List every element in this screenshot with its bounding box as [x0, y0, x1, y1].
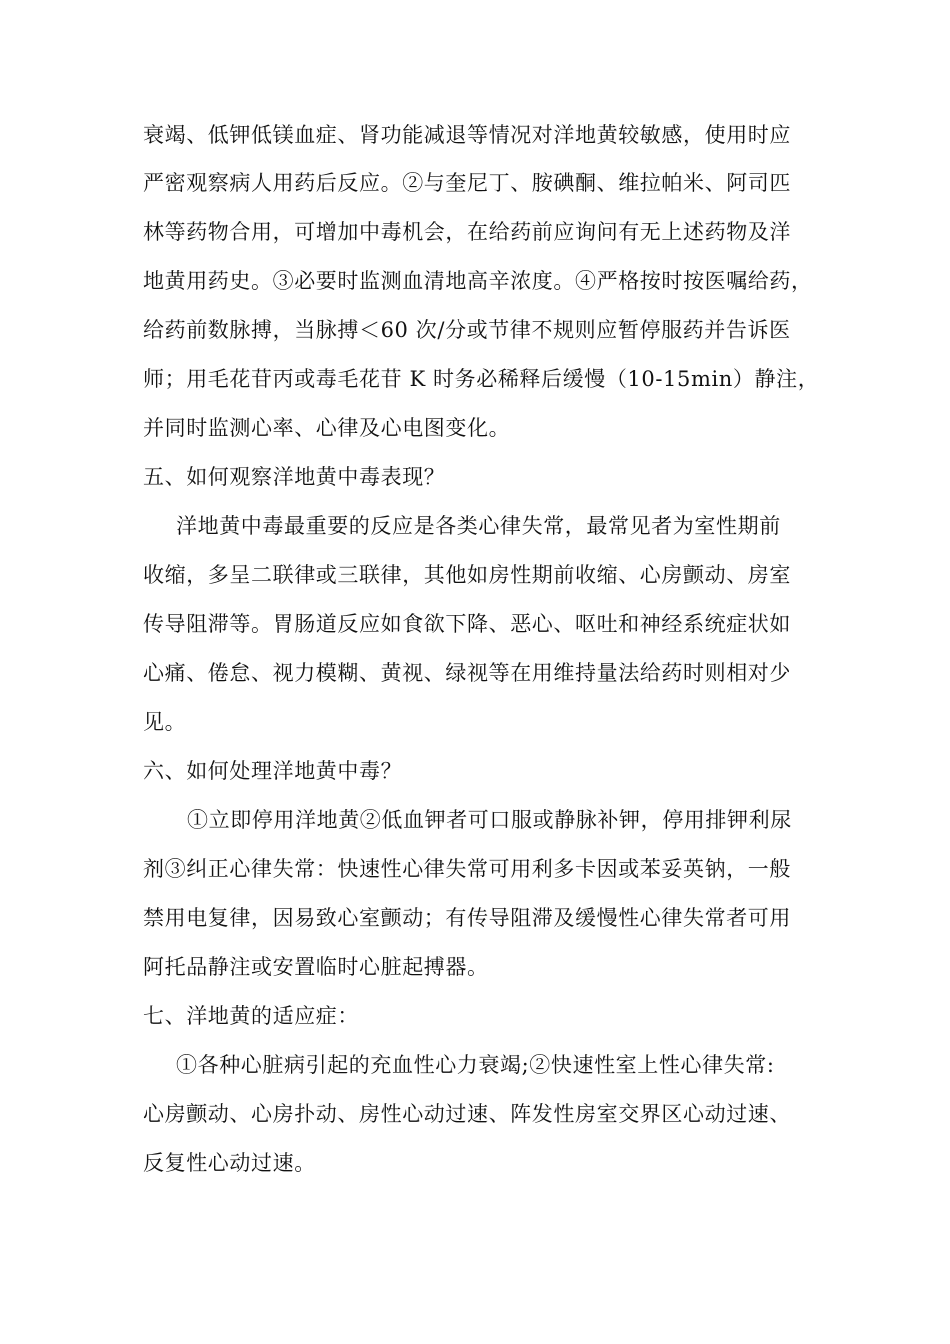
section-heading: 六、如何处理洋地黄中毒？: [143, 759, 403, 783]
paragraph-line: 地黄用药史。③必要时监测血清地高辛浓度。④严格按时按医嘱给药，: [143, 269, 813, 293]
paragraph-line: 见。: [143, 710, 187, 734]
paragraph-line: 师；用毛花苷丙或毒毛花苷 K 时务必稀释后缓慢（10-15min）静注，: [143, 367, 820, 391]
paragraph-line: 阿托品静注或安置临时心脏起搏器。: [143, 955, 489, 979]
paragraph-line: 禁用电复律，因易致心室颤动；有传导阻滞及缓慢性心律失常者可用: [143, 906, 791, 930]
paragraph-line: 心痛、倦怠、视力模糊、黄视、绿视等在用维持量法给药时则相对少: [143, 661, 791, 685]
paragraph-line: ①各种心脏病引起的充血性心力衰竭;②快速性室上性心律失常:: [176, 1053, 775, 1077]
paragraph-line: 传导阻滞等。胃肠道反应如食欲下降、恶心、呕吐和神经系统症状如: [143, 612, 791, 636]
paragraph-line: 林等药物合用，可增加中毒机会，在给药前应询问有无上述药物及洋: [143, 220, 791, 244]
section-heading: 七、洋地黄的适应症：: [143, 1004, 359, 1028]
paragraph-line: 严密观察病人用药后反应。②与奎尼丁、胺碘酮、维拉帕米、阿司匹: [143, 171, 791, 195]
paragraph-line: 反复性心动过速。: [143, 1151, 316, 1175]
paragraph-line: 并同时监测心率、心律及心电图变化。: [143, 416, 511, 440]
section-heading: 五、如何观察洋地黄中毒表现？: [143, 465, 446, 489]
paragraph-line: 给药前数脉搏，当脉搏＜60 次/分或节律不规则应暂停服药并告诉医: [143, 318, 791, 342]
paragraph-line: 衰竭、低钾低镁血症、肾功能减退等情况对洋地黄较敏感，使用时应: [143, 123, 791, 147]
paragraph-line: 剂③纠正心律失常：快速性心律失常可用利多卡因或苯妥英钠，一般: [143, 857, 791, 881]
paragraph-line: 洋地黄中毒最重要的反应是各类心律失常，最常见者为室性期前: [176, 514, 781, 538]
paragraph-line: ①立即停用洋地黄②低血钾者可口服或静脉补钾，停用排钾利尿: [187, 808, 792, 832]
paragraph-line: 心房颤动、心房扑动、房性心动过速、阵发性房室交界区心动过速、: [143, 1102, 791, 1126]
paragraph-line: 收缩，多呈二联律或三联律，其他如房性期前收缩、心房颤动、房室: [143, 563, 791, 587]
